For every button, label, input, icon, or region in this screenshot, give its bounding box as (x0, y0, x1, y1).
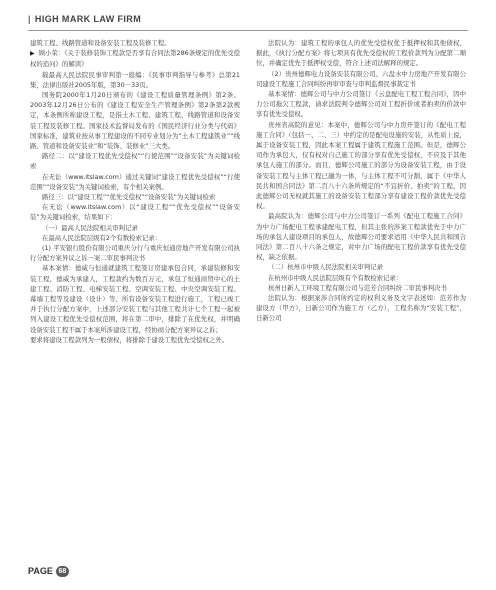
paragraph: 建筑工程、线路管道和设备安装工程及装修工程。 (30, 39, 171, 47)
left-column (30, 38, 240, 345)
paragraph: 基本案情：德辉公司与中力公司签订《云盘配电工程工程合同》，因中力公司拖欠工程款，请求法院判令德辉公司对工程折价或者拍卖的价款中享有优先受偿权。 (256, 90, 466, 119)
paragraph: 载最高人民法院民事审判第一庭编：《民事审判指导与参考》总第21集，法律出版社2005年版，第30－33页。 (30, 70, 240, 89)
header-title: HIGH MARK LAW FIRM (34, 14, 142, 24)
page-number: 68 (56, 566, 69, 577)
paragraph: 路径二：以“建设工程优先受偿权”“行使范围”“设备安装”为关键词检索 (30, 152, 240, 171)
paragraph: 路径三：以“建设工程”“优先受偿权”“设备安装”为关键词检索 (42, 193, 216, 202)
header-bar: | (28, 14, 31, 24)
paragraph: 基本案情：德威与恒通就建筑工程签订房建承包合同，承建装修和安装工程，德威为承建人，工程款约为数百万元，承包了恒通商贸中心的土建工程、消防工程、电梯安装工程、空调安装工程、中央空调安装工程、幕墙工程等及建设（设计）等、所有设备安装工程进行施工，工程已竣工并于执行分配方案中，上述部分安装工程与其他工程共计七个工程一起被列入建设工程优先受偿权范围，将在第二审中，排除了在优先权，并明确设备安装工程不属于本案所涉建设工程，经协商分配方案异议之诉； (30, 264, 240, 334)
paragraph: (1) 平安银行股份有限公司重庆分行与重庆恒通房地产开发有限公司执行分配方案异议之诉一案二审民事判决书 (30, 244, 240, 263)
paragraph (30, 48, 240, 69)
header-rule (28, 30, 468, 31)
page-header (28, 14, 468, 28)
paragraph: （二）杭州市中级人民法院相关审判记录 (268, 263, 384, 272)
footer-label: PAGE (28, 566, 53, 576)
paragraph: 在杭州市中级人民法院层级有个有数检索记录： (268, 273, 403, 282)
page-footer (28, 566, 69, 577)
paragraph: 最高院认为：德辉公司与中力公司签订一系列《配电工程施工合同》为中力广场配电工程承建配电工程，但其主张的涉案工程款优先于中力广场的承包人建设项目的承包人，故德辉公司要求适用《中华人民共和国合同法》第二百八十六条之规定，对中力广场的配电工程价款享有优先受偿权，缺乏依据。 (256, 212, 466, 262)
paragraph: 在最高人民法院层级有2个有数检索记录： (42, 233, 162, 242)
arrow-marker-icon: ▶ (30, 50, 35, 58)
paragraph: 法院认为：根据案涉合同所约定的权利义务及文字表述如：范芳作为建设方（甲方），日新公司作为施工方（乙方），工程名称为“安装工程”，日新公司 (256, 294, 466, 323)
paragraph: （2）贵州德辉电力设备安装有限公司、六盘水中力房地产开发有限公司建设工程施工合同纠纷再审审查与审判监督民事裁定书 (256, 69, 466, 88)
paragraph: 在无讼（www.itslaw.com）通过关键词“建设工程优先受偿权”“行使范围”“设备安装”为关键词检索，有个相关案例。 (30, 172, 240, 191)
paragraph: 法院认为：建筑工程的承包人的优先受偿权优于抵押权和其他债权，据此，《执行分配方案》将七项具有优先受偿权的工程价款列为分配第二顺位，并确定优先于抵押权受偿，符合上述司法解释的规定。 (256, 39, 466, 68)
paragraph-text: 顾小荣：《关于装修装饰工程款是否享有合同法第286条规定的优先受偿权的追问》的解读》 (30, 49, 240, 69)
right-column (256, 38, 466, 324)
paragraph: （一）最高人民法院相关审判记录 (42, 223, 138, 232)
paragraph: 贵州省高院的意见：本案中，德辉公司与中力房开签订的《配电工程施工合同》（包括一、二、三）中约定的是配电设施的安装，从性质上说，属于设备安装工程，因此本案工程属于建筑工程施工范围。但是，德辉公司作为承包人，仅有权对自己施工的部分享有优先受偿权，不应及于其他承包人施工的部分。而且，德辉公司施工的部分为设备安装工程，由于设备安装工程与主体工程已融为一体，与主体工程不可分割，属于《中华人民共和国合同法》第二百八十六条所规定的“不宜折价、拍卖”的工程，因此德辉公司无权就其施工的设备安装工程部分享有建设工程价款优先受偿权。 (256, 120, 466, 211)
paragraph: 要求将建设工程款列为一般债权，将排除于建设工程优先受偿权之外。 (30, 335, 229, 344)
paragraph: 在无讼（www.itslaw.com）以“建设工程”“优先受偿权”“设备安装”为关键词检索，结果如下： (30, 203, 240, 222)
paragraph: 杭州日新人工环境工程有限公司与范芳合同纠纷二审民事判决书 (268, 283, 447, 292)
paragraph: 国务院2000年1月20日颁布的《建设工程质量管理条例》第2条、2003年12月26日公布的《建设工程安全生产管理条例》第2条第2款规定，本条例所称建设工程，是指土木工程、建筑工程、线路管道和设备安装工程及装修工程。国家技术监督局发布的《国民经济行业分类与代码》国家标准，建筑业按从事工程建设的不同专业划分为“土木工程建筑业”“线路、管道和设备安装业”和“装饰、装修业”三大类。 (30, 91, 240, 151)
